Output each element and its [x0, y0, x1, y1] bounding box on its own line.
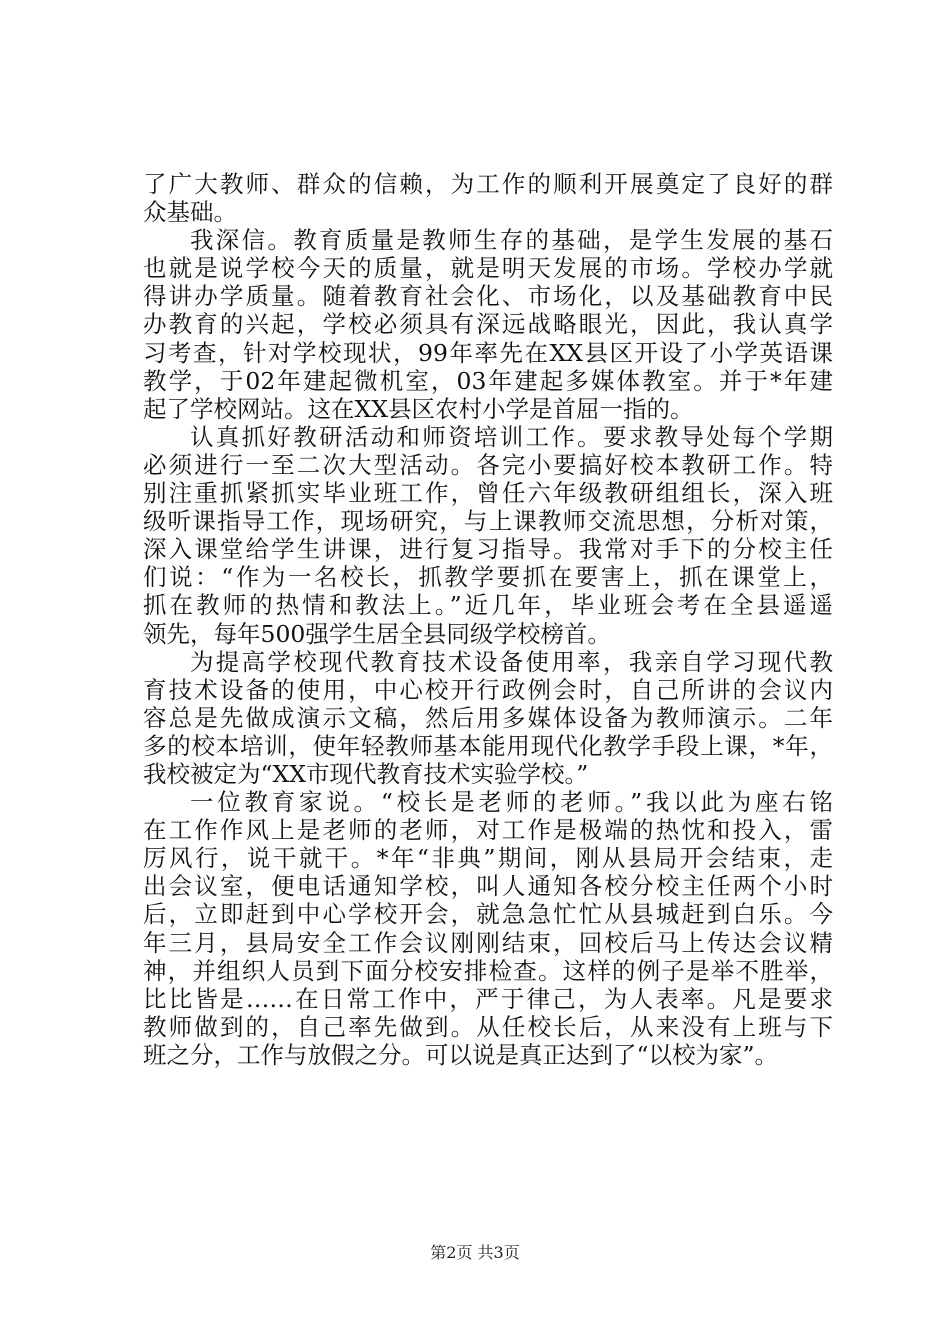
text-line: 年三月，县局安全工作会议刚刚结束，回校后马上传达会议精 [143, 928, 833, 957]
page-number-footer: 第2页 共3页 [430, 1243, 520, 1262]
paragraph [143, 226, 833, 423]
text-line: 级听课指导工作，现场研究，与上课教师交流思想，分析对策， [143, 507, 833, 536]
text-line: 领先，每年500强学生居全县同级学校榜首。 [143, 619, 611, 648]
text-line: 们说：“作为一名校长，抓教学要抓在要害上，抓在课堂上， [143, 563, 833, 592]
paragraph [143, 170, 833, 226]
text-line: 办教育的兴起，学校必须具有深远战略眼光，因此，我认真学 [143, 310, 833, 339]
text-line: 后，立即赶到中心学校开会，就急急忙忙从县城赶到白乐。今 [143, 900, 833, 929]
text-line: 了广大教师、群众的信赖，为工作的顺利开展奠定了良好的群 [143, 170, 833, 198]
text-line: 众基础。 [143, 198, 237, 227]
text-line: 也就是说学校今天的质量，就是明天发展的市场。学校办学就 [143, 254, 833, 283]
body-text [143, 170, 833, 1069]
text-line: 认真抓好教研活动和师资培训工作。要求教导处每个学期 [190, 422, 833, 451]
text-line: 比比皆是……在日常工作中，严于律己，为人表率。凡是要求 [143, 984, 833, 1013]
paragraph [143, 788, 833, 1069]
text-line: 教学，于02年建起微机室，03年建起多媒体教室。并于*年建 [143, 366, 833, 395]
text-line: 容总是先做成演示文稿，然后用多媒体设备为教师演示。二年 [143, 703, 833, 732]
text-line: 深入课堂给学生讲课，进行复习指导。我常对手下的分校主任 [143, 535, 833, 564]
text-line: 在工作作风上是老师的老师，对工作是极端的热忱和投入，雷 [143, 816, 833, 845]
text-line: 起了学校网站。这在XX县区农村小学是首屈一指的。 [143, 394, 694, 423]
paragraph [143, 423, 833, 648]
text-line: 抓在教师的热情和教法上。”近几年，毕业班会考在全县遥遥 [143, 591, 833, 620]
text-line: 我深信。教育质量是教师生存的基础，是学生发展的基石 [190, 226, 833, 255]
text-line: 为提高学校现代教育技术设备使用率，我亲自学习现代教 [190, 647, 833, 676]
text-line: 班之分，工作与放假之分。可以说是真正达到了“以校为家”。 [143, 1040, 779, 1069]
text-line: 我校被定为“XX市现代教育技术实验学校。” [143, 759, 589, 788]
text-line: 得讲办学质量。随着教育社会化、市场化，以及基础教育中民 [143, 282, 833, 311]
text-line: 必须进行一至二次大型活动。各完小要搞好校本教研工作。特 [143, 450, 833, 479]
text-line: 厉风行，说干就干。*年“非典”期间，刚从县局开会结束，走 [143, 844, 833, 873]
text-line: 教师做到的，自己率先做到。从任校长后，从来没有上班与下 [143, 1012, 833, 1041]
text-line: 出会议室，便电话通知学校，叫人通知各校分校主任两个小时 [143, 872, 833, 901]
text-line: 育技术设备的使用，中心校开行政例会时，自己所讲的会议内 [143, 675, 833, 704]
text-line: 别注重抓紧抓实毕业班工作，曾任六年级教研组组长，深入班 [143, 479, 833, 508]
text-line: 多的校本培训，使年轻教师基本能用现代化教学手段上课，*年， [143, 731, 833, 760]
paragraph [143, 648, 833, 788]
text-line: 神，并组织人员到下面分校安排检查。这样的例子是举不胜举， [143, 956, 833, 985]
text-line: 一位教育家说。“校长是老师的老师。”我以此为座右铭 [190, 788, 833, 817]
text-line: 习考查，针对学校现状，99年率先在XX县区开设了小学英语课 [143, 338, 833, 367]
